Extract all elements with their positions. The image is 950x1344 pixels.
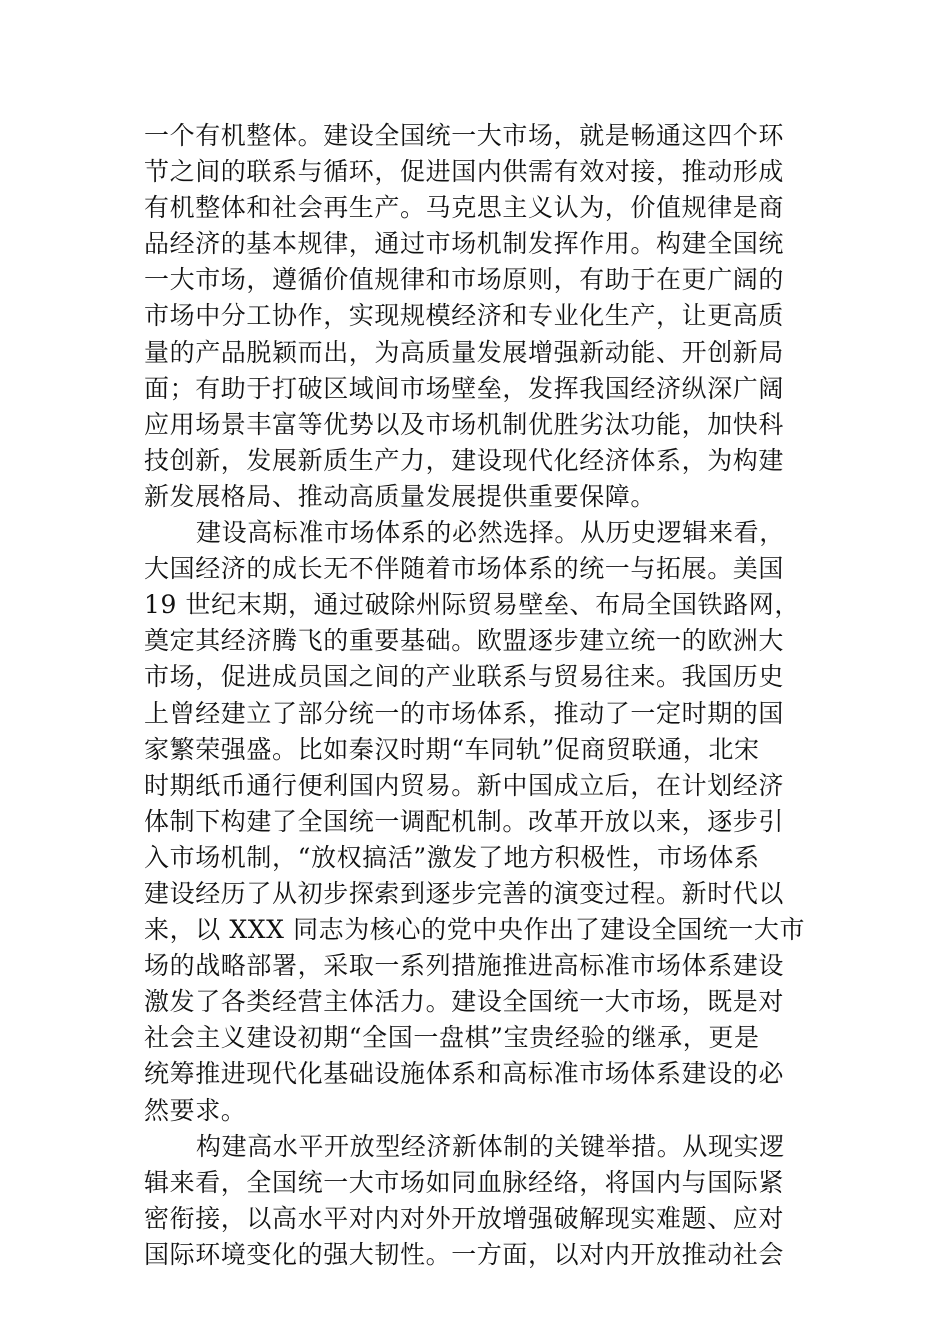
- text-line: 入市场机制，“放权搞活”激发了地方积极性，市场体系: [144, 842, 760, 872]
- paragraph: [144, 515, 806, 1129]
- text-line: 量的产品脱颖而出，为高质量发展增强新动能、开创新局: [144, 337, 785, 367]
- text-line: 场的战略部署，采取一系列措施推进高标准市场体系建设: [144, 951, 785, 981]
- text-line: 然要求。: [144, 1095, 247, 1125]
- text-line: 新发展格局、推动高质量发展提供重要保障。: [144, 481, 657, 511]
- paragraph: [144, 118, 806, 515]
- text-line: 应用场景丰富等优势以及市场机制优胜劣汰功能，加快科: [144, 409, 785, 439]
- text-line: 技创新，发展新质生产力，建设现代化经济体系，为构建: [144, 445, 785, 475]
- text-line: 家繁荣强盛。比如秦汉时期“车同轨”促商贸联通，北宋: [144, 734, 760, 764]
- text-line: 有机整体和社会再生产。马克思主义认为，价值规律是商: [144, 193, 785, 223]
- text-line: 构建高水平开放型经济新体制的关键举措。从现实逻: [196, 1131, 785, 1161]
- text-line: 辑来看，全国统一大市场如同血脉经络，将国内与国际紧: [144, 1167, 785, 1197]
- text-line: 密衔接，以高水平对内对外开放增强破解现实难题、应对: [144, 1203, 785, 1233]
- text-line: 体制下构建了全国统一调配机制。改革开放以来，逐步引: [144, 806, 785, 836]
- text-line: 一个有机整体。建设全国统一大市场，就是畅通这四个环: [144, 121, 785, 150]
- text-line: 奠定其经济腾飞的重要基础。欧盟逐步建立统一的欧洲大: [144, 626, 785, 656]
- text-line: 市场中分工协作，实现规模经济和专业化生产，让更高质: [144, 301, 785, 331]
- text-line: 上曾经建立了部分统一的市场体系，推动了一定时期的国: [144, 698, 785, 728]
- text-line: 激发了各类经营主体活力。建设全国统一大市场，既是对: [144, 987, 785, 1017]
- text-line: 社会主义建设初期“全国一盘棋”宝贵经验的继承，更是: [144, 1023, 760, 1053]
- text-line: 面；有助于打破区域间市场壁垒，发挥我国经济纵深广阔: [144, 373, 785, 403]
- text-line: 建设经历了从初步探索到逐步完善的演变过程。新时代以: [144, 878, 785, 908]
- paragraph: [144, 1129, 806, 1273]
- document-body: [144, 118, 806, 1273]
- text-line: 国际环境变化的强大韧性。一方面，以对内开放推动社会: [144, 1239, 785, 1269]
- text-line: 市场，促进成员国之间的产业联系与贸易往来。我国历史: [144, 662, 785, 692]
- text-line: 时期纸币通行便利国内贸易。新中国成立后，在计划经济: [144, 770, 785, 800]
- text-line: 大国经济的成长无不伴随着市场体系的统一与拓展。美国: [144, 554, 785, 584]
- text-line: 品经济的基本规律，通过市场机制发挥作用。构建全国统: [144, 229, 785, 259]
- text-line: 建设高标准市场体系的必然选择。从历史逻辑来看，: [196, 518, 785, 548]
- text-line: 一大市场，遵循价值规律和市场原则，有助于在更广阔的: [144, 265, 785, 295]
- text-line: 节之间的联系与循环，促进国内供需有效对接，推动形成: [144, 157, 785, 187]
- text-line: 统筹推进现代化基础设施体系和高标准市场体系建设的必: [144, 1059, 785, 1089]
- text-line: 来，以 XXX 同志为核心的党中央作出了建设全国统一大市: [144, 915, 806, 945]
- text-line: 19 世纪末期，通过破除州际贸易壁垒、布局全国铁路网，: [144, 590, 800, 620]
